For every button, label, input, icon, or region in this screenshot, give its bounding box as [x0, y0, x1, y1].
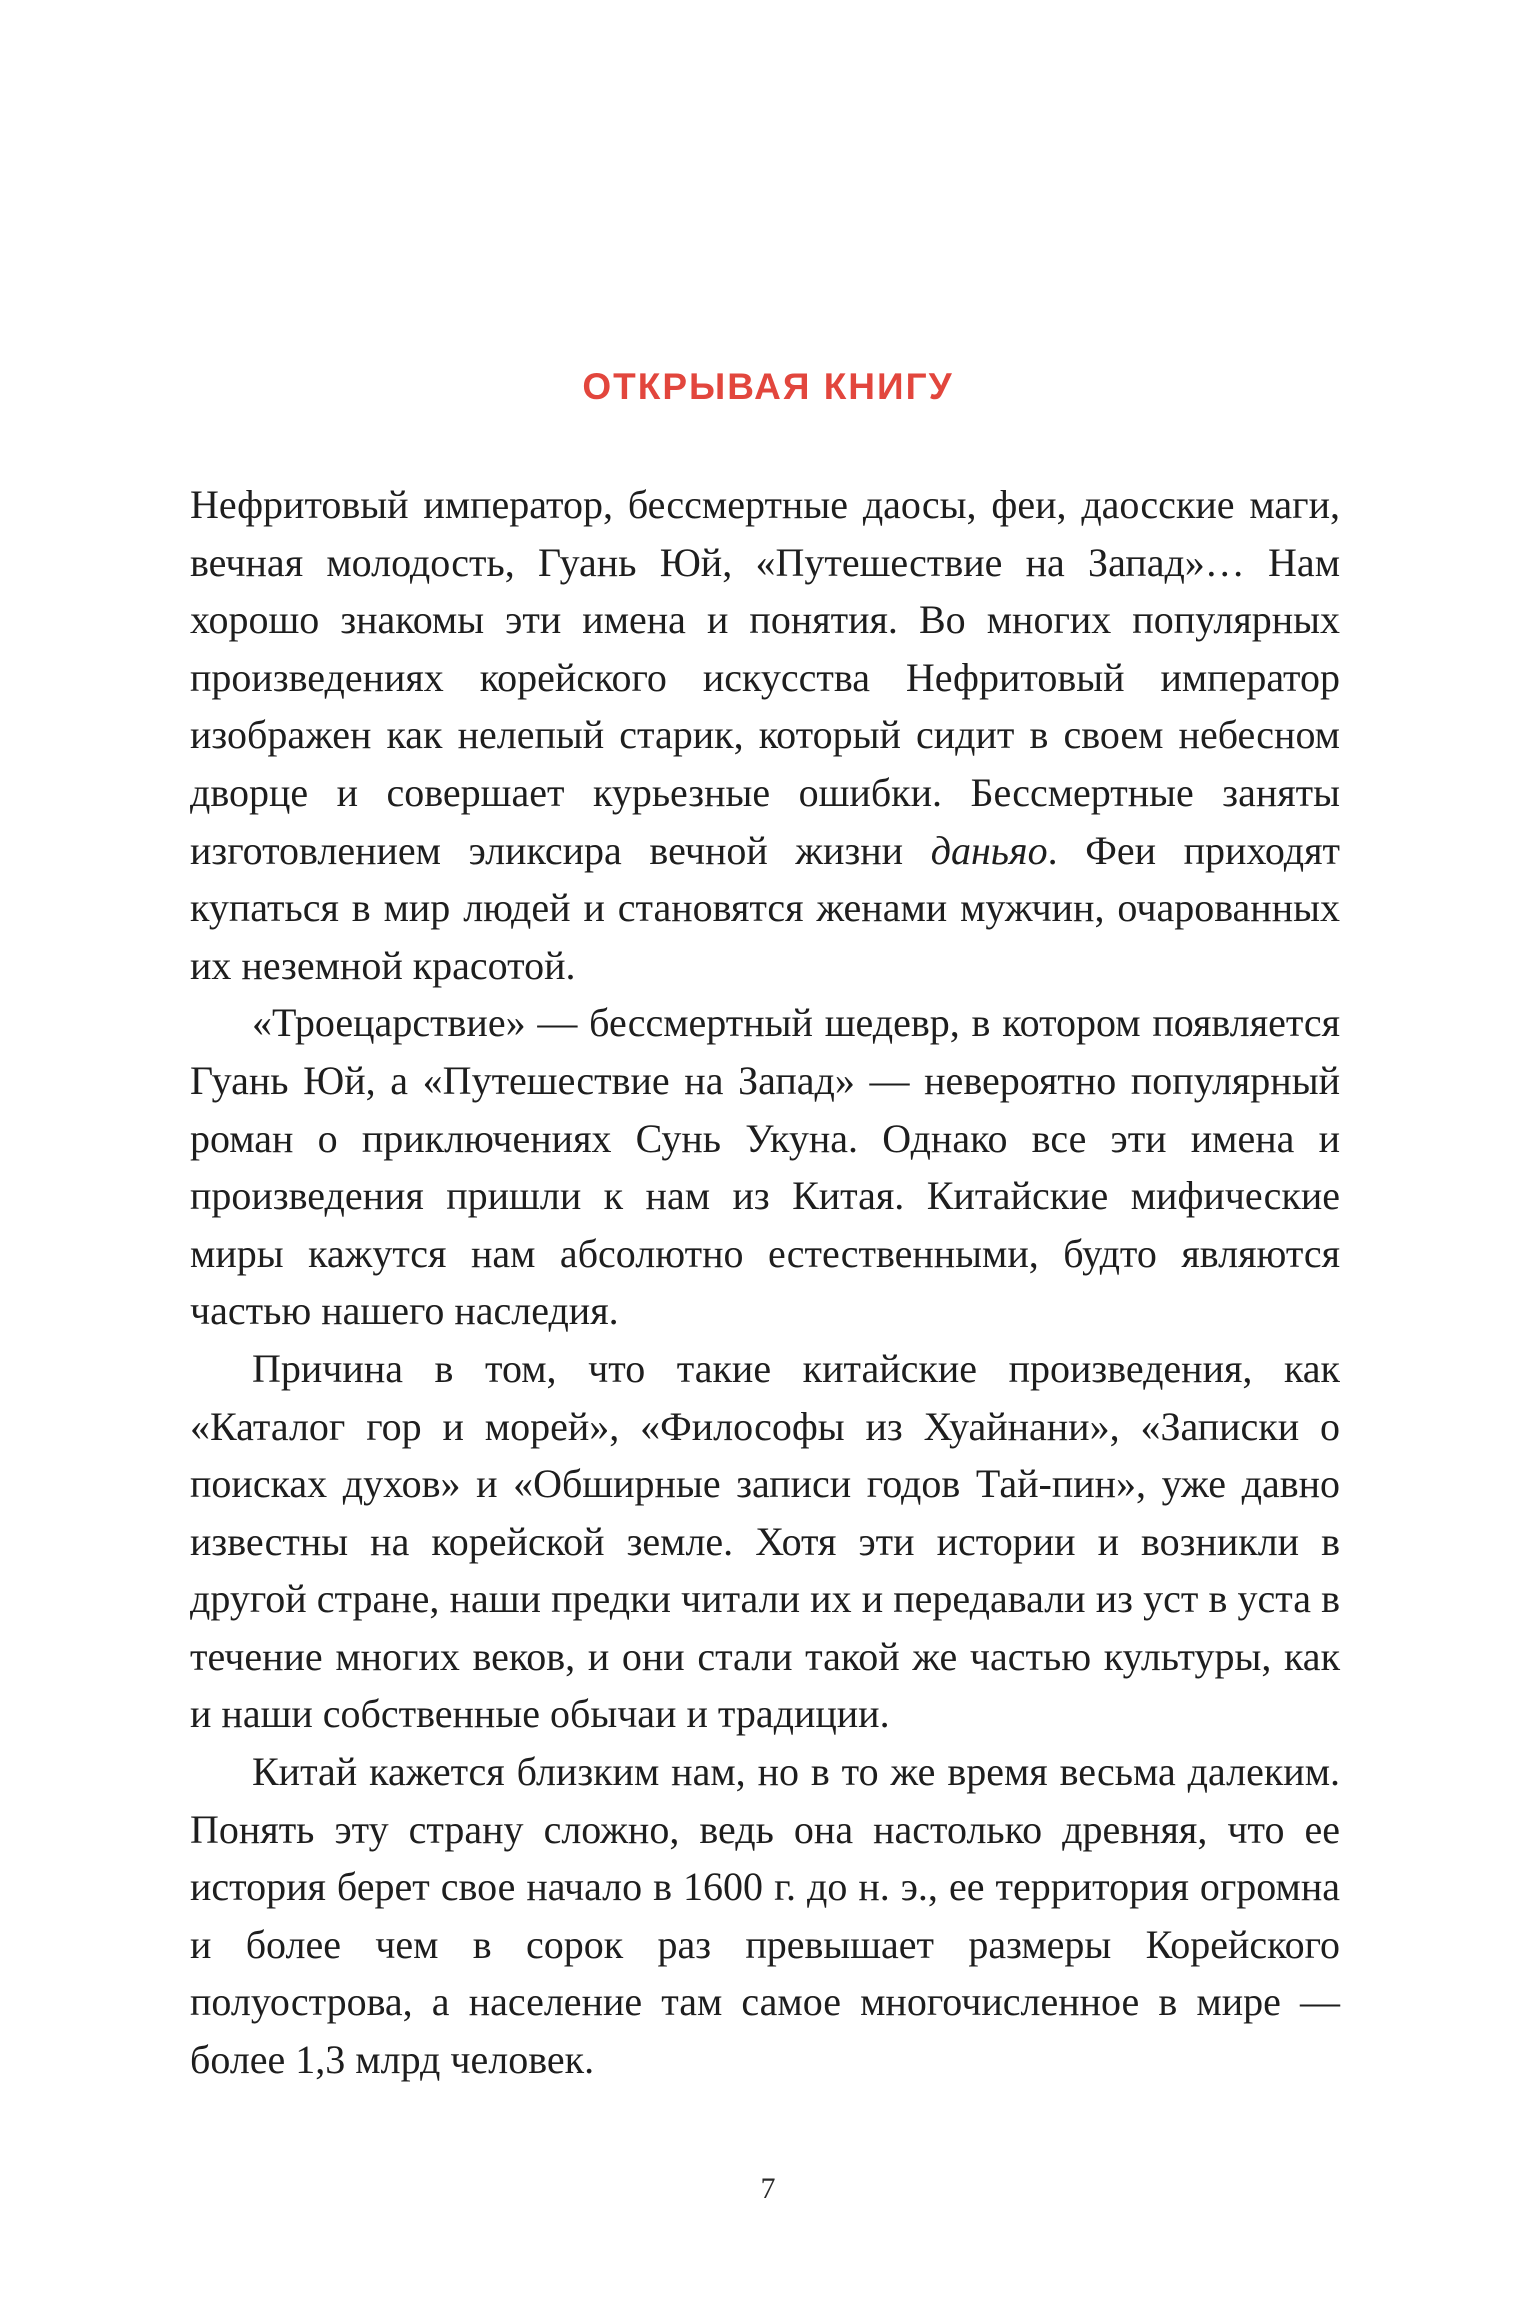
paragraph-1-text-end: . Феи приходят купаться в мир людей и становятся женами мужчин, очарованных их неземной красотой. [190, 827, 1340, 988]
paragraph-1-text-start: Нефритовый император, бессмертные даосы, феи, даосские маги, вечная молодость, Гуань Юй, «Путешествие на Запад»… Нам хорошо знакомы эти имена и понятия. Во многих популярных произведениях корейского искусства Нефритовый император изображен как нелепый старик, который сидит в своем небесном дворце и совершает курьезные ошибки. Бессмертные заняты изготовлением эликсира вечной жизни [190, 482, 1340, 873]
paragraph-1 [190, 476, 1340, 994]
chapter-title: ОТКРЫВАЯ КНИГУ [582, 366, 954, 407]
paragraph-4: Китай кажется близким нам, но в то же время весьма далеким. Понять эту страну сложно, ведь она настолько древняя, что ее история берет свое начало в 1600 г. до н. э., ее территория огромна и более чем в сорок раз превышает размеры Корейского полуострова, а население там самое многочисленное в мире — более 1,3 млрд человек. [190, 1749, 1340, 2083]
italic-term: даньяо [930, 827, 1048, 873]
body-text [190, 476, 1340, 2089]
page-number: 7 [760, 2172, 776, 2205]
paragraph-3: Причина в том, что такие китайские произведения, как «Каталог гор и морей», «Философы из Хуайнани», «Записки о поисках духов» и «Обширные записи годов Тай-пин», уже давно известны на корейской земле. Хотя эти истории и возникли в другой стране, наши предки читали их и передавали из уст в уста в течение многих веков, и они стали такой же частью культуры, как и наши собственные обычаи и традиции. [190, 1345, 1340, 1737]
paragraph-2: «Троецарствие» — бессмертный шедевр, в котором появляется Гуань Юй, а «Путешествие на Запад» — невероятно популярный роман о приключениях Сунь Укуна. Однако все эти имена и произведения пришли к нам из Китая. Китайские мифические миры кажутся нам абсолютно естественными, будто являются частью нашего наследия. [190, 1000, 1340, 1334]
